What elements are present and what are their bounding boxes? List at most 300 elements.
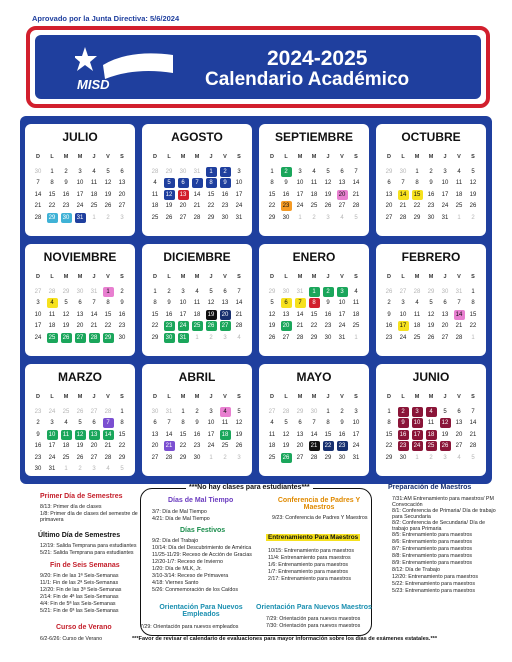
day-cell (218, 212, 232, 224)
day-cell (265, 201, 279, 213)
day-cell (410, 332, 424, 344)
day-cell (115, 286, 129, 298)
day-cell (218, 189, 232, 201)
day-cell (87, 332, 101, 344)
day-cell (321, 189, 335, 201)
day-number: 21 (469, 431, 477, 438)
day-number: 7 (471, 408, 475, 415)
day-number: 28 (413, 288, 421, 295)
day-number: 28 (235, 323, 243, 330)
month-card (25, 364, 135, 476)
day-cell (307, 429, 321, 441)
day-number: 19 (165, 203, 173, 210)
day-number: 12 (62, 311, 70, 318)
day-number: 2 (195, 408, 199, 415)
month-name: ENERO (292, 250, 336, 264)
day-grid (382, 286, 480, 344)
day-cell (265, 332, 279, 344)
day-cell (59, 406, 73, 418)
day-number: 3 (78, 168, 82, 175)
weekday-label: M (414, 154, 420, 160)
six-weeks-title: Fin de Seis Semanas (50, 562, 120, 569)
day-number: 29 (268, 214, 276, 221)
day-cell (410, 418, 424, 430)
day-cell (73, 406, 87, 418)
day-cell (279, 166, 293, 178)
training-item: 11/4: Entrenamiento para maestros (268, 555, 351, 561)
day-cell (321, 286, 335, 298)
day-number: 30 (427, 214, 435, 221)
month-card (25, 124, 135, 236)
day-number: 28 (48, 288, 56, 295)
month-name: JUNIO (412, 370, 450, 384)
weekday-label: L (50, 154, 54, 160)
day-number: 1 (415, 168, 419, 175)
day-cell (396, 429, 410, 441)
day-cell (410, 321, 424, 333)
day-number: 23 (337, 441, 348, 451)
day-cell (87, 178, 101, 190)
teacher-prep-item: 8/7: Entrenamiento para maestros (392, 546, 473, 552)
day-cell (190, 429, 204, 441)
day-cell (31, 309, 45, 321)
day-number: 25 (47, 333, 58, 343)
day-number: 21 (455, 323, 463, 330)
day-cell (438, 201, 452, 213)
day-number: 31 (48, 466, 56, 473)
day-number: 18 (48, 323, 56, 330)
day-cell (232, 418, 246, 430)
day-number: 15 (179, 431, 187, 438)
day-cell (232, 406, 246, 418)
weekday-label: V (457, 274, 461, 280)
day-cell (424, 418, 438, 430)
day-number: 3 (298, 168, 302, 175)
day-cell (321, 406, 335, 418)
day-number: 30 (282, 288, 290, 295)
weekday-label: S (354, 154, 358, 160)
day-cell (349, 321, 363, 333)
day-cell (45, 452, 59, 464)
orient-teachers-item: 7/29: Orientación para nuevos maestros (266, 616, 361, 622)
day-number: 9 (195, 420, 199, 427)
day-number: 15 (268, 191, 276, 198)
day-number: 27 (399, 288, 407, 295)
day-cell (148, 418, 162, 430)
day-number: 20 (337, 190, 348, 200)
day-cell (452, 309, 466, 321)
weekday-label: D (387, 154, 391, 160)
weekday-label: D (153, 274, 157, 280)
weekday-label: S (237, 274, 241, 280)
day-number: 19 (282, 443, 290, 450)
teacher-prep-item: 8/8: Entrenamiento para maestros (392, 553, 473, 559)
day-cell (279, 286, 293, 298)
day-number: 27 (338, 203, 346, 210)
day-number: 9 (64, 180, 68, 187)
day-cell (424, 332, 438, 344)
day-number: 21 (309, 441, 320, 451)
day-number: 28 (296, 334, 304, 341)
day-number: 10 (179, 300, 187, 307)
day-cell (293, 452, 307, 464)
day-cell (176, 178, 190, 190)
weekday-label: L (284, 394, 288, 400)
day-cell (162, 166, 176, 178)
day-cell (452, 332, 466, 344)
weekday-label: L (401, 154, 405, 160)
training-item: 1/6: Entrenamiento para maestros (268, 562, 349, 568)
day-number: 27 (151, 454, 159, 461)
day-number: 19 (441, 431, 449, 438)
day-number: 27 (34, 288, 42, 295)
day-cell (438, 429, 452, 441)
day-number: 5 (471, 168, 475, 175)
day-number: 11 (427, 420, 435, 427)
day-number: 1 (354, 334, 358, 341)
month-card (259, 124, 369, 236)
day-number: 24 (338, 323, 346, 330)
weekday-label: S (354, 394, 358, 400)
day-number: 20 (220, 310, 231, 320)
day-cell (307, 286, 321, 298)
day-cell (232, 332, 246, 344)
day-cell (466, 452, 480, 464)
month-name: AGOSTO (171, 130, 223, 144)
day-cell (279, 441, 293, 453)
day-number: 11 (151, 191, 159, 198)
month-name: JULIO (62, 130, 98, 144)
day-number: 4 (312, 168, 316, 175)
day-number: 11 (221, 420, 229, 427)
day-number: 21 (104, 443, 112, 450)
day-number: 27 (268, 408, 276, 415)
day-number: 23 (164, 321, 175, 331)
day-number: 25 (62, 454, 70, 461)
day-number: 17 (296, 191, 304, 198)
day-number: 27 (179, 214, 187, 221)
logo-text: MISD (77, 77, 110, 92)
day-number: 4 (415, 300, 419, 307)
weekday-header (265, 274, 363, 280)
day-cell (148, 441, 162, 453)
day-number: 3 (120, 214, 124, 221)
day-number: 3 (326, 214, 330, 221)
day-number: 25 (62, 408, 70, 415)
day-number: 5 (164, 178, 175, 188)
day-cell (232, 452, 246, 464)
day-number: 27 (282, 334, 290, 341)
day-number: 20 (118, 191, 126, 198)
day-cell (232, 321, 246, 333)
day-cell (45, 464, 59, 476)
day-cell (190, 309, 204, 321)
six-weeks-item: 2/14: Fin de 4ª las Seis-Semanas (40, 594, 119, 600)
day-number: 28 (165, 454, 173, 461)
day-cell (204, 452, 218, 464)
month-card (142, 364, 252, 476)
day-cell (349, 212, 363, 224)
day-grid (31, 166, 129, 224)
day-cell (190, 441, 204, 453)
day-number: 22 (323, 441, 334, 451)
day-number: 3 (337, 287, 348, 297)
day-number: 19 (206, 310, 217, 320)
day-number: 17 (398, 321, 409, 331)
day-number: 13 (455, 420, 463, 427)
day-number: 25 (268, 454, 276, 461)
day-number: 2 (387, 300, 391, 307)
day-number: 1 (92, 214, 96, 221)
weekday-label: M (297, 394, 303, 400)
day-cell (396, 178, 410, 190)
weekday-label: V (106, 154, 110, 160)
day-cell (204, 212, 218, 224)
day-cell (115, 201, 129, 213)
day-number: 15 (310, 311, 318, 318)
day-cell (382, 298, 396, 310)
month-card (259, 244, 369, 356)
day-cell (218, 178, 232, 190)
day-cell (307, 418, 321, 430)
day-grid (265, 166, 363, 224)
day-number: 4 (47, 298, 58, 308)
day-cell (31, 298, 45, 310)
day-cell (410, 406, 424, 418)
teacher-prep-item: 5/22: Entrenamiento para maestros (392, 581, 476, 587)
training-item: 1/7: Entrenamiento para maestros (268, 569, 349, 575)
day-cell (321, 178, 335, 190)
parent-conf-title: Conferencia de Padres Y Maestros (277, 497, 361, 511)
day-cell (307, 189, 321, 201)
weekday-label: L (50, 394, 54, 400)
day-cell (307, 298, 321, 310)
weekday-header (31, 274, 129, 280)
last-day-title: Último Día de Semestres (38, 532, 121, 539)
day-cell (321, 429, 335, 441)
day-cell (382, 321, 396, 333)
day-cell (382, 286, 396, 298)
day-cell (279, 406, 293, 418)
month-card (376, 124, 486, 236)
day-number: 10 (412, 418, 423, 428)
day-number: 12 (324, 180, 332, 187)
day-cell (452, 429, 466, 441)
weekday-label: J (443, 154, 447, 160)
day-number: 12 (440, 418, 451, 428)
day-cell (162, 406, 176, 418)
day-cell (232, 429, 246, 441)
day-number: 30 (310, 408, 318, 415)
day-number: 18 (455, 191, 463, 198)
weekday-label: V (340, 274, 344, 280)
day-number: 27 (296, 454, 304, 461)
day-cell (438, 332, 452, 344)
weekday-label: D (153, 154, 157, 160)
day-cell (307, 332, 321, 344)
day-grid (382, 166, 480, 224)
day-number: 7 (103, 418, 114, 428)
day-number: 2 (64, 168, 68, 175)
day-cell (87, 321, 101, 333)
day-number: 1 (457, 214, 461, 221)
day-cell (265, 309, 279, 321)
day-cell (218, 309, 232, 321)
day-number: 23 (221, 203, 229, 210)
weekday-label: J (443, 394, 447, 400)
day-cell (452, 321, 466, 333)
day-number: 18 (268, 443, 276, 450)
day-cell (279, 298, 293, 310)
day-cell (148, 166, 162, 178)
day-number: 16 (118, 311, 126, 318)
day-cell (307, 441, 321, 453)
day-cell (148, 321, 162, 333)
day-cell (410, 429, 424, 441)
day-number: 6 (443, 300, 447, 307)
day-cell (307, 309, 321, 321)
day-number: 31 (193, 168, 201, 175)
day-number: 21 (193, 203, 201, 210)
day-cell (204, 321, 218, 333)
day-cell (87, 201, 101, 213)
day-number: 28 (399, 214, 407, 221)
day-cell (424, 321, 438, 333)
day-number: 3 (50, 420, 54, 427)
day-number: 29 (62, 288, 70, 295)
day-number: 2 (78, 466, 82, 473)
day-number: 1 (471, 288, 475, 295)
month-card (376, 244, 486, 356)
day-number: 7 (167, 420, 171, 427)
day-cell (148, 189, 162, 201)
day-cell (87, 286, 101, 298)
day-number: 10 (296, 180, 304, 187)
day-cell (335, 321, 349, 333)
day-cell (410, 452, 424, 464)
day-number: 2 (398, 407, 409, 417)
day-cell (190, 189, 204, 201)
day-number: 9 (326, 300, 330, 307)
day-cell (349, 178, 363, 190)
day-cell (162, 178, 176, 190)
day-number: 20 (281, 321, 292, 331)
day-cell (452, 441, 466, 453)
parent-conf-item: 9/23: Conferencia de Padres Y Maestros (272, 515, 368, 521)
day-number: 22 (118, 443, 126, 450)
six-weeks-item: 5/21: Fin de 6ª las Seis-Semanas (40, 608, 119, 614)
day-cell (73, 201, 87, 213)
day-cell (101, 166, 115, 178)
day-number: 5 (326, 168, 330, 175)
day-cell (307, 406, 321, 418)
weekday-label: M (77, 274, 83, 280)
day-number: 13 (89, 430, 100, 440)
holiday-item: 1/20: Día de MLK, Jr. (152, 566, 202, 572)
day-number: 19 (76, 443, 84, 450)
day-number: 15 (118, 431, 126, 438)
day-cell (382, 441, 396, 453)
holiday-item: 11/25-11/29: Receso de Acción de Gracias (152, 552, 252, 558)
holiday-item: 5/26: Conmemoración de los Caídos (152, 587, 238, 593)
day-cell (190, 298, 204, 310)
day-cell (115, 441, 129, 453)
weekday-label: M (194, 394, 200, 400)
day-cell (349, 332, 363, 344)
day-cell (115, 464, 129, 476)
day-number: 6 (281, 298, 292, 308)
weekday-label: V (106, 274, 110, 280)
day-number: 24 (399, 334, 407, 341)
day-cell (101, 464, 115, 476)
weekday-label: V (457, 394, 461, 400)
day-cell (307, 178, 321, 190)
day-number: 11 (61, 430, 72, 440)
day-number: 4 (153, 180, 157, 187)
day-number: 29 (165, 168, 173, 175)
month-card (142, 244, 252, 356)
day-cell (73, 189, 87, 201)
day-cell (396, 166, 410, 178)
day-number: 11 (90, 180, 98, 187)
day-number: 23 (281, 201, 292, 211)
day-number: 20 (385, 203, 393, 210)
day-number: 3 (209, 408, 213, 415)
day-cell (349, 166, 363, 178)
day-number: 12 (469, 180, 477, 187)
day-number: 12 (75, 430, 86, 440)
day-number: 23 (385, 334, 393, 341)
training-item: 2/17: Entrenamiento para maestros (268, 576, 352, 582)
day-cell (45, 286, 59, 298)
day-cell (101, 189, 115, 201)
day-cell (59, 286, 73, 298)
day-number: 28 (104, 454, 112, 461)
day-cell (148, 452, 162, 464)
weekday-label: M (428, 154, 434, 160)
day-cell (59, 298, 73, 310)
day-cell (265, 452, 279, 464)
day-cell (45, 406, 59, 418)
day-number: 23 (398, 441, 409, 451)
day-cell (307, 321, 321, 333)
weekday-label: V (223, 274, 227, 280)
day-cell (349, 452, 363, 464)
day-cell (87, 189, 101, 201)
day-cell (232, 441, 246, 453)
day-number: 16 (193, 431, 201, 438)
day-cell (204, 201, 218, 213)
day-number: 2 (223, 454, 227, 461)
day-cell (438, 452, 452, 464)
day-number: 13 (221, 300, 229, 307)
day-number: 28 (352, 203, 360, 210)
month-name: DICIEMBRE (163, 250, 231, 264)
day-cell (265, 429, 279, 441)
day-number: 7 (457, 300, 461, 307)
day-cell (73, 321, 87, 333)
day-cell (293, 178, 307, 190)
day-cell (73, 429, 87, 441)
day-number: 23 (118, 323, 126, 330)
weekday-label: S (237, 394, 241, 400)
day-cell (321, 298, 335, 310)
day-cell (349, 309, 363, 321)
day-number: 13 (385, 191, 393, 198)
day-cell (73, 332, 87, 344)
day-number: 24 (48, 408, 56, 415)
day-number: 23 (324, 323, 332, 330)
